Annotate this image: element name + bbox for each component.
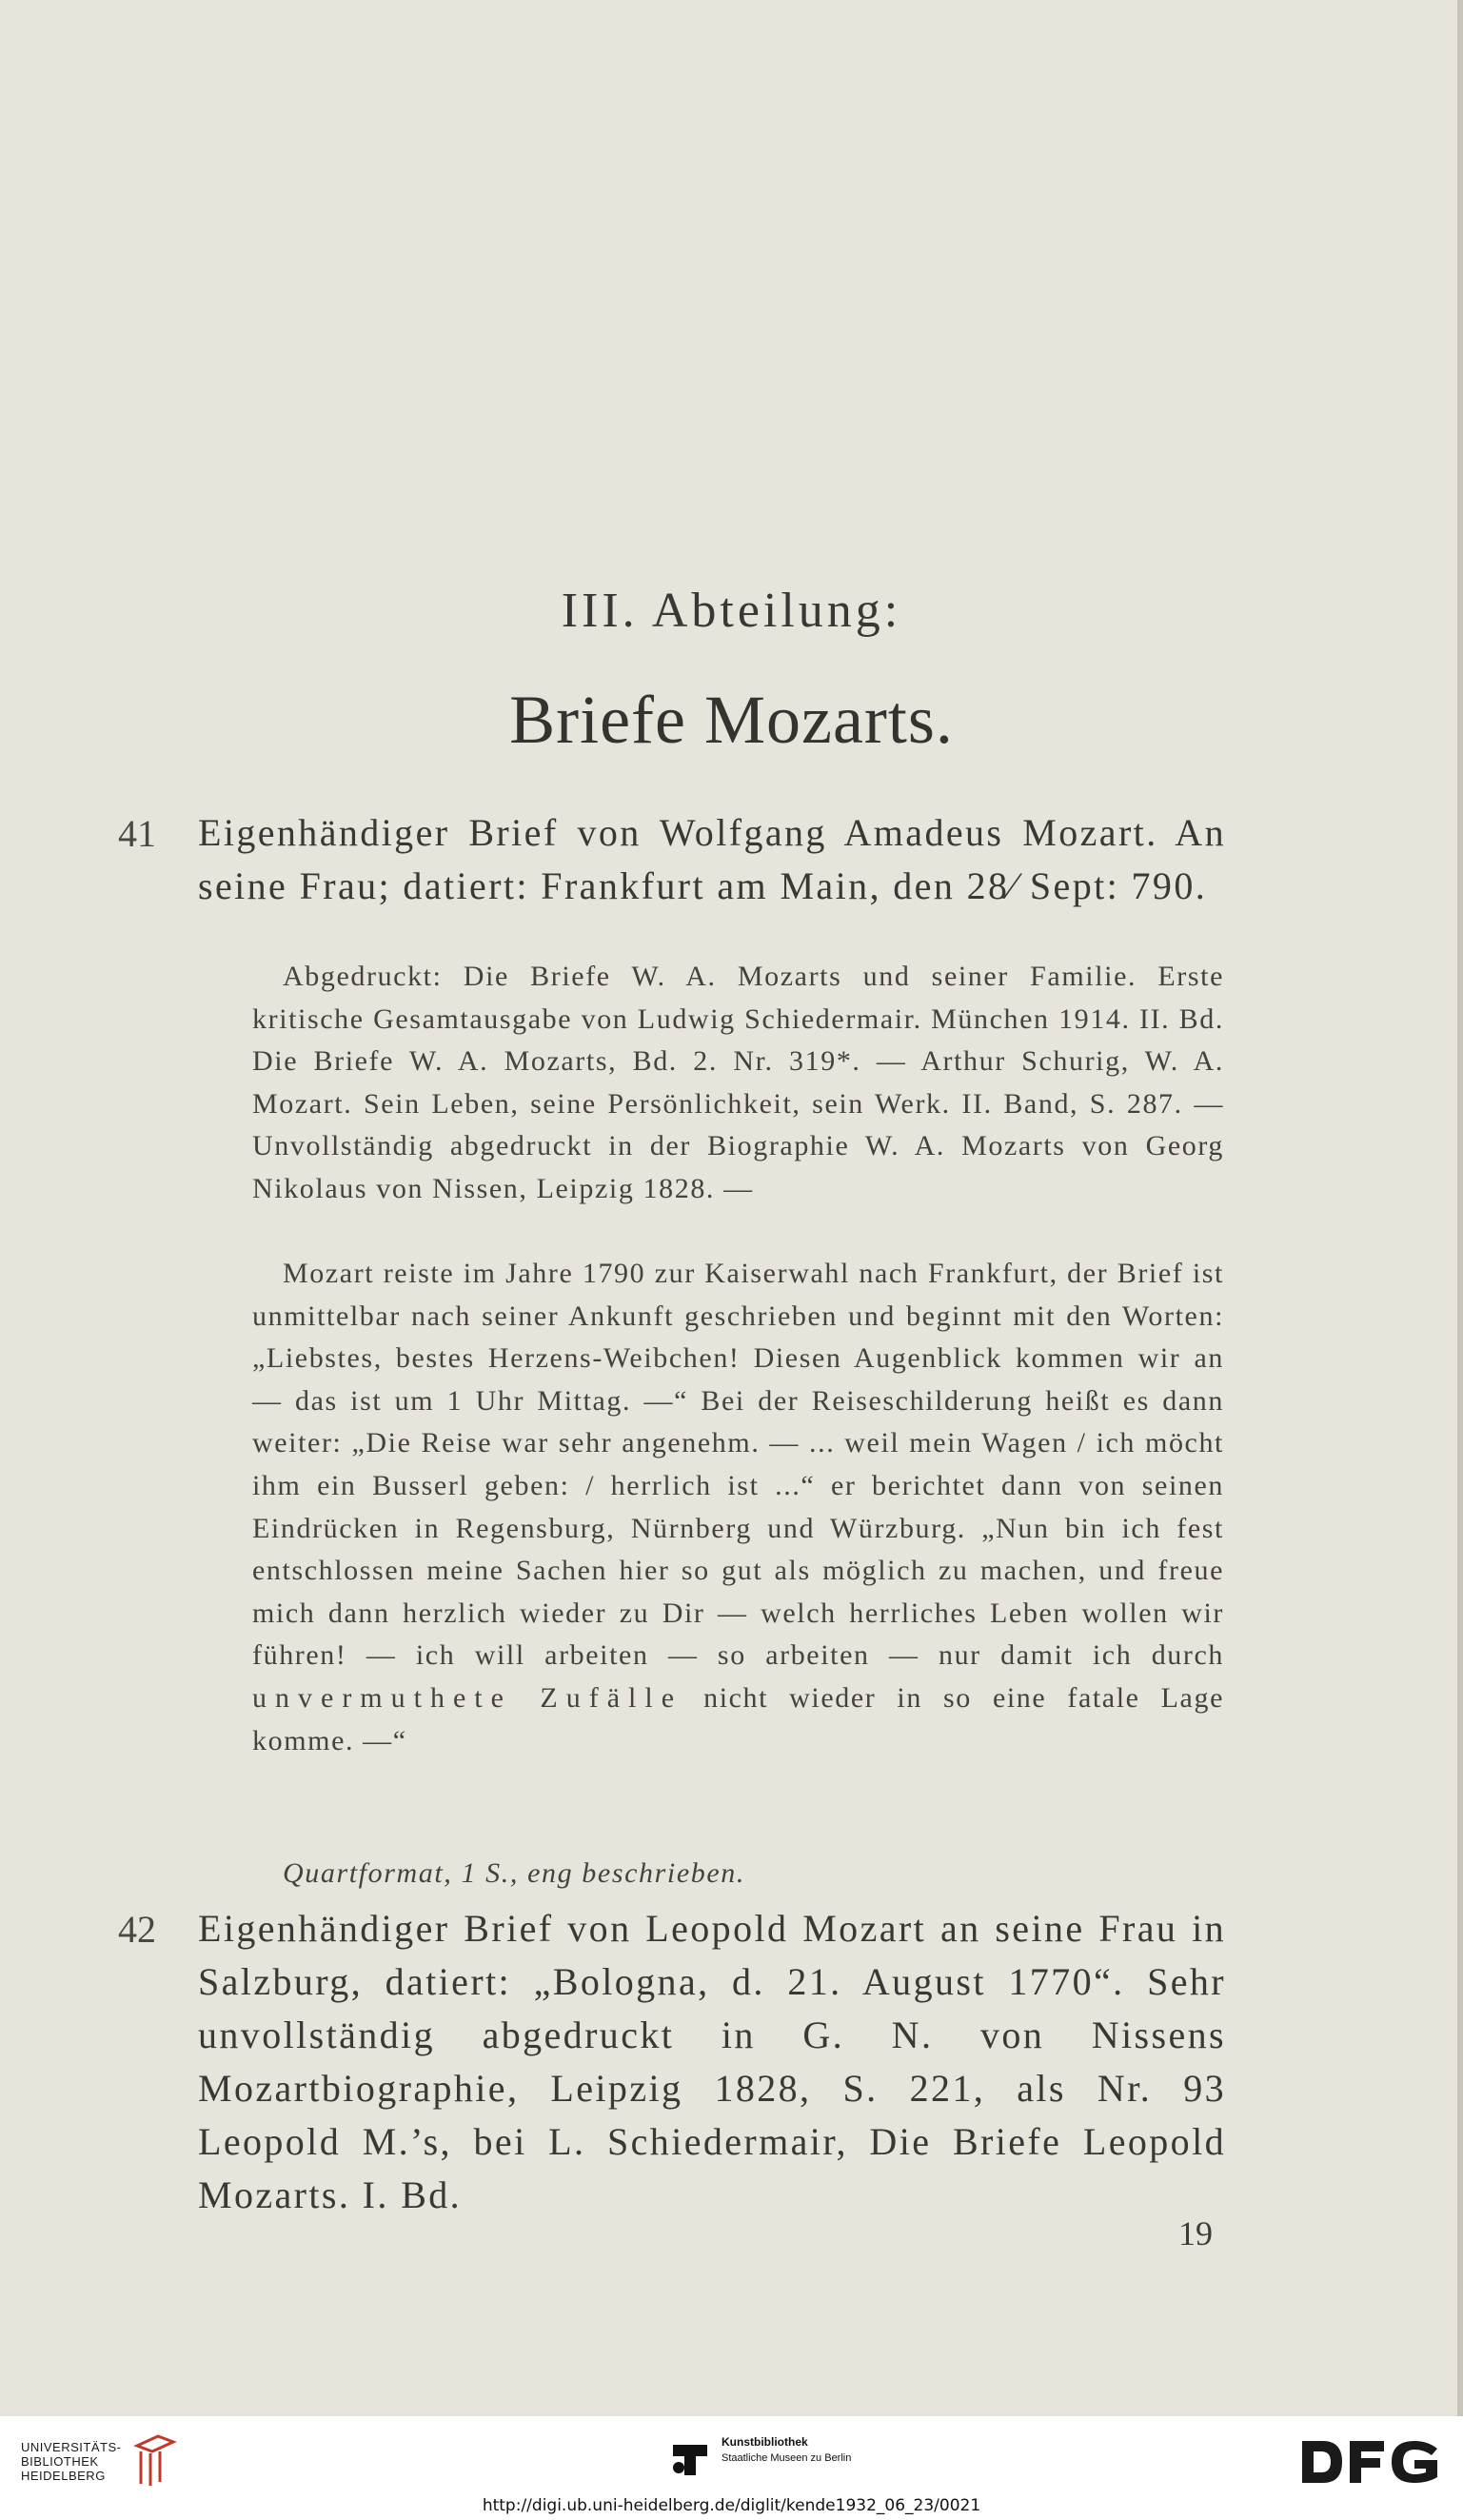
note-publication-text: Abgedruckt: Die Briefe W. A. Mozarts und seiner Familie. Erste kritische Gesamtausgabe von Ludwig Schiedermair. München 1914. II. Bd. Die Briefe W. A. Mozarts, Bd. 2. Nr. 319*. — Arthur Schurig, W. A. Mozart. Sein Leben, seine Persönlichkeit, sein Werk. II. Band, S. 287. — Unvollständig abgedruckt in der Biographie W. A. Mozarts von Georg Nikolaus von Nissen, Leipzig 1828. — [252, 961, 1224, 1204]
entry-41-format [252, 1853, 1224, 1895]
format-text: Quartformat, 1 S., eng beschrieben. [283, 1857, 745, 1889]
dfg-logo-icon [1298, 2437, 1441, 2487]
note-description-tail: nicht wieder in so eine fatale Lage komme. —“ [252, 1681, 1224, 1756]
university-emblem-icon [131, 2432, 177, 2490]
entry-number-41: 41 [118, 812, 156, 855]
university-line-1: UNIVERSITÄTS- [21, 2440, 122, 2454]
entry-41-note-description [252, 1253, 1224, 1762]
note-description-text: Mozart reiste im Jahre 1790 zur Kaiserwahl nach Frankfurt, der Brief ist unmittelbar nach seiner Ankunft geschrieben und beginnt mit den Worten: „Liebstes, bestes Herzens-Weibchen! Diesen Augenblick kommen wir an — das ist um 1 Uhr Mittag. —“ Bei der Reiseschilderung heißt es dann weiter: „Die Reise war sehr angenehm. — ... weil mein Wagen / ich möcht ihm ein Busserl geben: / herrlich ist ...“ er berichtet dann von seinen Eindrücken in Regensburg, Nürnberg und Würzburg. „Nun bin ich fest entschlossen meine Sachen hier so gut als möglich zu machen, und freue mich dann herzlich wieder zu Dir — welch herrliches Leben wollen wir führen! — ich will arbeiten — so arbeiten — nur damit ich durch [252, 1258, 1224, 1672]
page-edge [1457, 0, 1463, 2416]
kunstbibliothek-name: Kunstbibliothek [722, 2435, 808, 2449]
kunstbibliothek-logo-icon [669, 2437, 711, 2479]
university-line-3: HEIDELBERG [21, 2469, 106, 2483]
page-url[interactable]: http://digi.ub.uni-heidelberg.de/diglit/kende1932_06_23/0021 [482, 2496, 981, 2515]
entry-42-title: Eigenhändiger Brief von Leopold Mozart an seine Frau in Salzburg, datiert: „Bologna, d. 21. August 1770“. Sehr unvollständig abgedruckt in G. N. von Nissens Mozartbiographie, Leipzig 1828, S. 221, als Nr. 93 Leopold M.’s, bei L. Schiedermair, Die Briefe Leopold Mozarts. I. Bd. [198, 1907, 1226, 2216]
entry-number-42: 42 [118, 1908, 156, 1951]
entry-41-note-publication [252, 956, 1224, 1211]
university-line-2: BIBLIOTHEK [21, 2454, 99, 2469]
page-heading: Briefe Mozarts. [509, 682, 954, 758]
spaced-emphasis: unvermuthete Zufälle [252, 1681, 683, 1714]
entry-41-title: Eigenhändiger Brief von Wolfgang Amadeus Mozart. An seine Frau; datiert: Frankfurt am Main, den 28⁄ Sept: 790. [198, 811, 1226, 907]
university-library-logo[interactable] [21, 2440, 121, 2483]
page-number: 19 [1178, 2214, 1213, 2252]
kunstbibliothek-subtitle: Staatliche Museen zu Berlin [722, 2452, 852, 2464]
section-title: III. Abteilung: [561, 584, 902, 638]
